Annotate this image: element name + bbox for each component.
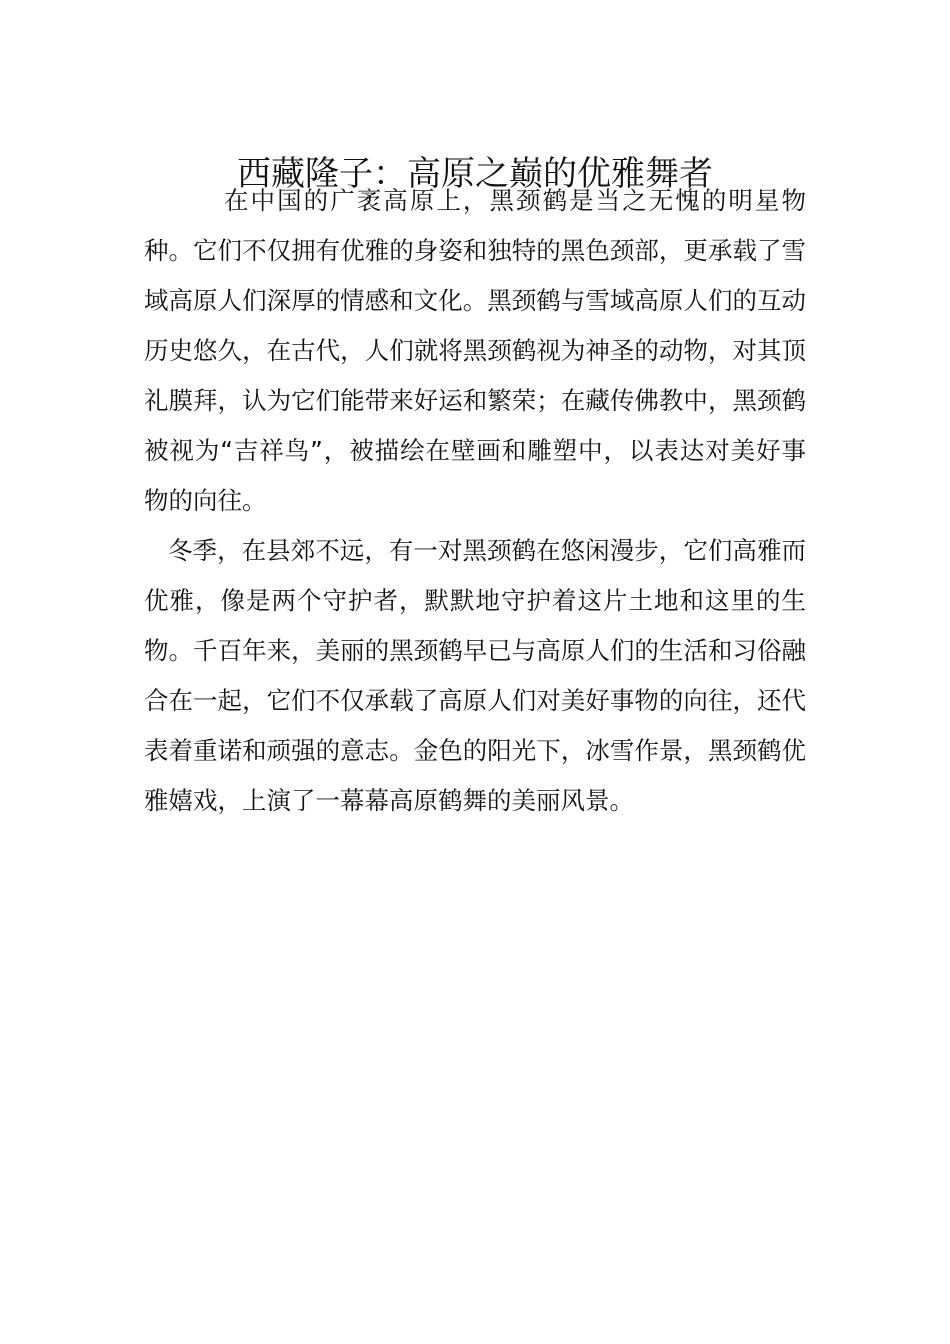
paragraph-1: 在中国的广袤高原上，黑颈鹤是当之无愧的明星物种。它们不仅拥有优雅的身姿和独特的黑色颈部，更承载了雪域高原人们深厚的情感和文化。黑颈鹤与雪域高原人们的互动历史悠久，在古代，人们就将黑颈鹤视为神圣的动物，对其顶礼膜拜，认为它们能带来好运和繁荣；在藏传佛教中，黑颈鹤被视为“吉祥鸟”，被描绘在壁画和雕塑中，以表达对美好事物的向往。: [144, 186, 806, 515]
document-body: [144, 176, 806, 826]
paragraph-2: 冬季，在县郊不远，有一对黑颈鹤在悠闲漫步，它们高雅而优雅，像是两个守护者，默默地守护着这片土地和这里的生物。千百年来，美丽的黑颈鹤早已与高原人们的生活和习俗融合在一起，它们不仅承载了高原人们对美好事物的向往，还代表着重诺和顽强的意志。金色的阳光下，冰雪作景，黑颈鹤优雅嬉戏，上演了一幕幕高原鹤舞的美丽风景。: [144, 536, 806, 815]
document-title: 西藏隆子：高原之巅的优雅舞者: [237, 153, 713, 194]
